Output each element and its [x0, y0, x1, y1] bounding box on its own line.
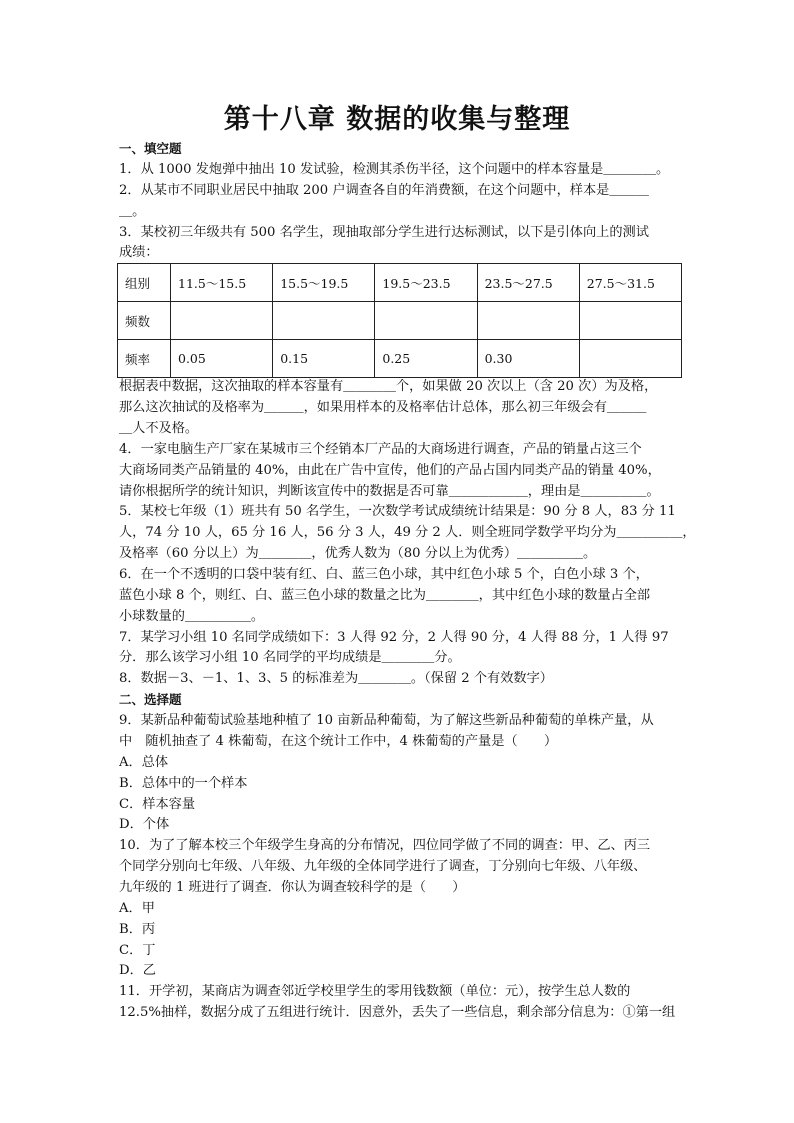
text-line: 蓝色小球 8 个，则红、白、蓝三色小球的数量之比为＿＿＿＿，其中红色小球的数量占全部: [119, 588, 651, 603]
text-line: 9．某新品种葡萄试验基地种植了 10 亩新品种葡萄，为了解这些新品种葡萄的单株产量，从: [119, 713, 654, 728]
choice-option: A．总体: [119, 755, 169, 770]
choice-option: A．甲: [119, 901, 155, 916]
table-cell: 频数: [118, 302, 171, 340]
table-cell: 0.05: [171, 340, 273, 378]
table-cell: 23.5～27.5: [477, 264, 579, 302]
text-line: 1．从 1000 发炮弹中抽出 10 发试验，检测其杀伤半径，这个问题中的样本容量是＿＿＿＿。: [119, 162, 670, 177]
table-cell: [477, 302, 579, 340]
text-line: 那么这次抽试的及格率为＿＿＿，如果用样本的及格率估计总体，那么初三年级会有＿＿＿: [119, 400, 647, 415]
text-line: 分．那么该学习小组 10 名同学的平均成绩是＿＿＿＿分。: [119, 650, 461, 665]
choice-option: D．乙: [119, 963, 156, 978]
text-line: 成绩：: [119, 245, 159, 260]
text-line: 11．开学初，某商店为调查邻近学校里学生的零用钱数额（单位：元），按学生总人数的: [119, 984, 631, 999]
text-line: 九年级的 1 班进行了调查．你认为调查较科学的是（ ）: [119, 880, 466, 895]
table-cell: 15.5～19.5: [273, 264, 375, 302]
text-line: 8．数据－3、－1、1、3、5 的标准差为＿＿＿＿。（保留 2 个有效数字）: [119, 671, 553, 686]
text-line: 及格率（60 分以上）为＿＿＿＿，优秀人数为（80 分以上为优秀）＿＿＿＿＿。: [119, 546, 597, 561]
table-cell: [273, 302, 375, 340]
table-cell: 11.5～15.5: [171, 264, 273, 302]
text-line: 请你根据所学的统计知识，判断该宣传中的数据是否可靠＿＿＿＿＿＿，理由是＿＿＿＿＿。: [119, 484, 660, 499]
text-line: 7．某学习小组 10 名同学成绩如下：3 人得 92 分，2 人得 90 分，4 人得 88 分，1 人得 97: [119, 630, 669, 645]
text-line: 4．一家电脑生产厂家在某城市三个经销本厂产品的大商场进行调查，产品的销量占这三个: [119, 442, 642, 457]
table-cell: 0.30: [477, 340, 579, 378]
text-line: 10．为了了解本校三个年级学生身高的分布情况，四位同学做了不同的调查：甲、乙、丙三: [119, 838, 651, 853]
text-line: 中 随机抽查了 4 株葡萄，在这个统计工作中，4 株葡萄的产量是（ ）: [119, 734, 558, 749]
table-row: [118, 264, 682, 302]
table-cell: [579, 340, 681, 378]
text-line: ＿。: [119, 204, 146, 219]
table-cell: [375, 302, 477, 340]
table-cell: 27.5～31.5: [579, 264, 681, 302]
page-title: 第十八章 数据的收集与整理: [223, 104, 571, 135]
table-cell: 0.25: [375, 340, 477, 378]
table-row: [118, 340, 682, 378]
text-line: 6．在一个不透明的口袋中装有红、白、蓝三色小球，其中红色小球 5 个，白色小球 3 个，: [119, 567, 649, 582]
frequency-table: [117, 263, 682, 378]
text-line: 大商场同类产品销量的 40%，由此在广告中宣传，他们的产品占国内同类产品的销量 40%，: [119, 463, 661, 478]
choice-option: B．总体中的一个样本: [119, 776, 248, 791]
table-row: [118, 302, 682, 340]
section-heading-fill-blank: 一、填空题: [119, 141, 182, 156]
choice-option: C．丁: [119, 943, 156, 958]
choice-option: C．样本容量: [119, 797, 196, 812]
text-line: 3．某校初三年级共有 500 名学生，现抽取部分学生进行达标测试，以下是引体向上的测试: [119, 225, 649, 240]
text-line: 人，74 分 10 人，65 分 16 人，56 分 3 人，49 分 2 人．则全班同学数学平均分为＿＿＿＿＿，: [119, 525, 696, 540]
text-line: 小球数量的＿＿＿＿＿。: [119, 609, 265, 624]
choice-option: D．个体: [119, 817, 170, 832]
choice-option: B．丙: [119, 922, 156, 937]
table-cell: 组别: [118, 264, 171, 302]
section-heading-multiple-choice: 二、选择题: [119, 692, 182, 707]
text-line: 12.5%抽样，数据分成了五组进行统计．因意外，丢失了一些信息，剩余部分信息为：①第一组: [119, 1005, 676, 1020]
table-cell: 19.5～23.5: [375, 264, 477, 302]
table-cell: 0.15: [273, 340, 375, 378]
text-line: 个同学分别向七年级、八年级、九年级的全体同学进行了调查，丁分别向七年级、八年级、: [119, 859, 647, 874]
table-cell: 频率: [118, 340, 171, 378]
text-line: 根据表中数据，这次抽取的样本容量有＿＿＿＿个，如果做 20 次以上（含 20 次）为及格，: [119, 379, 658, 394]
table-cell: [579, 302, 681, 340]
text-line: 2．从某市不同职业居民中抽取 200 户调查各自的年消费额，在这个问题中，样本是＿＿＿: [119, 183, 649, 198]
text-line: 5．某校七年级（1）班共有 50 名学生，一次数学考试成绩统计结果是：90 分 8 人，83 分 11: [119, 504, 676, 519]
table-cell: [171, 302, 273, 340]
text-line: ＿人不及格。: [119, 421, 199, 436]
